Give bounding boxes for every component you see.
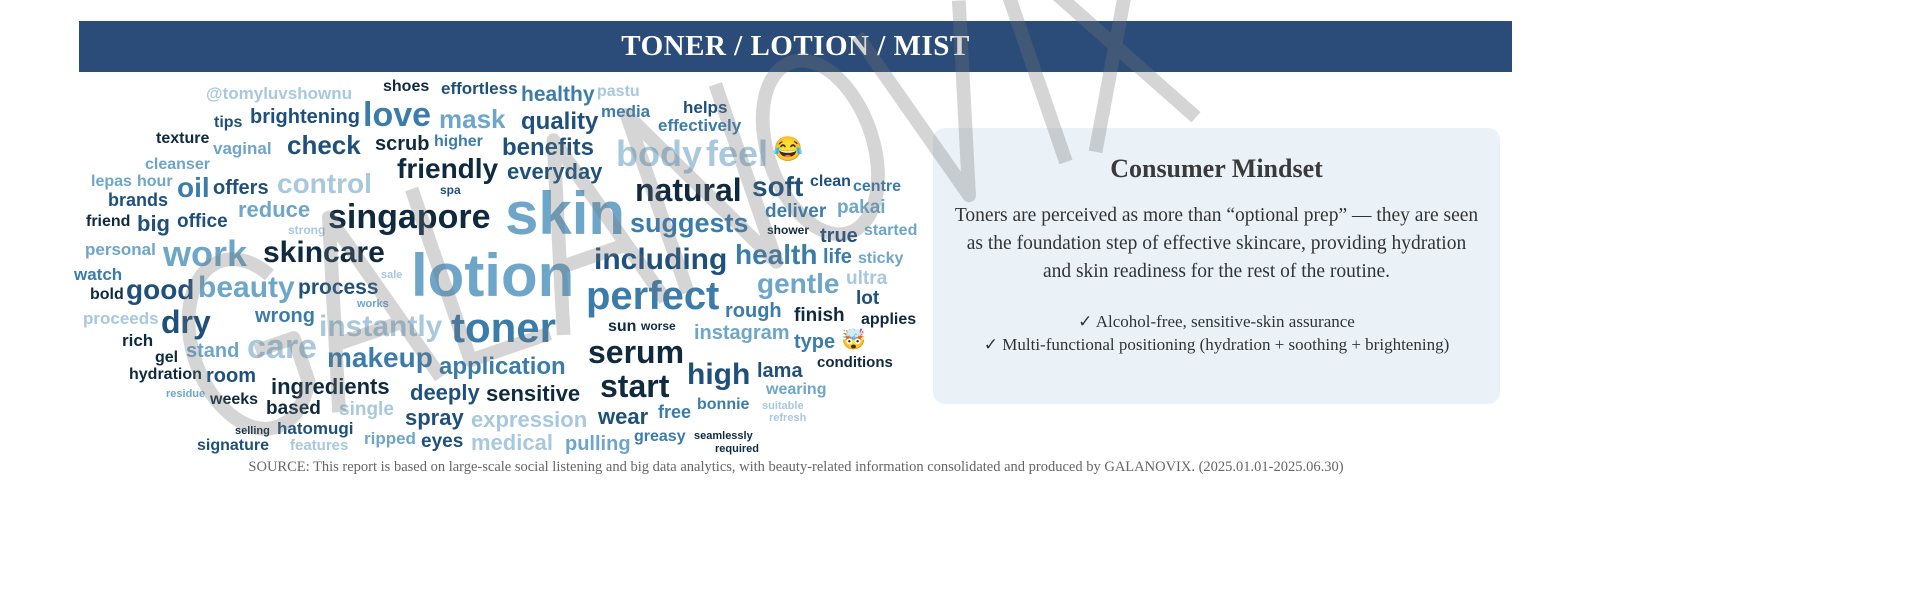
cloud-word: life [823,246,852,268]
cloud-word: vaginal [213,139,272,158]
cloud-word: body [616,133,702,174]
cloud-word: healthy [521,83,595,106]
cloud-word: reduce [238,197,311,222]
cloud-word: brightening [250,106,360,128]
cloud-word: selling [235,425,270,437]
cloud-word: quality [521,108,599,135]
cloud-word: spa [440,183,461,197]
cloud-word: oil [177,172,210,203]
cloud-word: type [794,331,836,353]
cloud-word: gel [155,349,179,366]
cloud-word: seamlessly [694,430,753,442]
cloud-word: love [363,96,432,134]
cloud-word: worse [641,319,676,333]
cloud-word: bold [90,286,124,303]
cloud-word: refresh [769,412,807,424]
cloud-emoji: 😂 [773,136,803,163]
cloud-word: natural [635,172,742,208]
cloud-emoji: 🤯 [841,329,866,351]
cloud-word: office [177,211,228,232]
cloud-word: free [658,402,692,422]
cloud-word: scrub [375,133,430,155]
cloud-word: brands [108,190,169,210]
cloud-word: centre [853,178,902,195]
cloud-word: effectively [658,116,742,135]
cloud-word: helps [683,98,728,117]
cloud-word: personal [85,240,156,259]
cloud-word: lama [757,360,803,382]
cloud-word: lot [856,288,880,309]
cloud-word: spray [405,405,464,430]
cloud-word: applies [861,311,917,328]
cloud-word: sale [381,269,403,281]
cloud-word: clean [810,173,851,190]
cloud-word: bonnie [697,396,750,413]
cloud-word: application [439,353,566,380]
cloud-word: singapore [328,198,491,236]
cloud-word: expression [471,407,588,432]
cloud-word: offers [213,177,269,199]
cloud-word: makeup [327,342,433,373]
cloud-word: wearing [766,381,827,398]
cloud-word: sun [608,318,637,335]
cloud-word: control [277,168,372,199]
cloud-word: started [864,222,918,239]
cloud-word: serum [588,334,685,370]
cloud-word: wear [598,404,649,429]
cloud-word: hydration [129,366,202,383]
cloud-word: beauty [198,271,295,304]
cloud-word: big [137,211,170,236]
cloud-word: friendly [397,153,499,184]
cloud-word: suitable [762,400,804,412]
cloud-word: shower [767,223,810,237]
cloud-word: sensitive [486,381,581,406]
cloud-word: including [594,243,728,276]
cloud-word: weeks [210,391,259,408]
cloud-word: toner [451,304,556,351]
cloud-word: effortless [441,79,518,98]
cloud-word: rich [122,331,154,350]
cloud-word: check [287,130,361,160]
cloud-word: based [266,398,321,419]
cloud-word: hatomugi [277,419,354,438]
cloud-word: feel [706,133,769,174]
cloud-word: signature [197,437,270,454]
cloud-word: pakai [837,197,886,218]
cloud-word: @tomyluvshownu [206,84,352,103]
cloud-word: medical [471,430,553,455]
cloud-word: perfect [586,274,720,318]
cloud-word: cleanser [145,156,210,173]
cloud-word: pastu [597,83,640,100]
check-item: ✓ Multi-functional positioning (hydration + soothing + brightening) [983,335,1450,354]
cloud-word: texture [156,130,210,147]
check-item: ✓ Alcohol-free, sensitive-skin assurance [1078,312,1355,331]
cloud-word: proceeds [83,309,159,328]
consumer-mindset-panel [933,128,1500,404]
cloud-word: ripped [364,429,416,448]
cloud-word: care [247,328,317,366]
cloud-word: features [290,437,349,454]
cloud-word: works [357,298,389,310]
cloud-word: skincare [263,236,385,269]
cloud-word: eyes [421,431,464,452]
cloud-word: sticky [858,250,904,267]
cloud-word: ingredients [271,374,390,399]
cloud-word: pulling [565,433,631,455]
cloud-word: conditions [817,354,893,371]
cloud-word: start [600,368,670,404]
cloud-word: deeply [410,380,480,405]
cloud-word: required [715,443,760,455]
cloud-word: ultra [846,268,888,289]
cloud-word: high [687,358,751,391]
panel-body: Toners are perceived as more than “optional prep” — they are seen as the foundation step of effective skincare, providing hydration and skin readiness for the rest of the routine. [954,205,1479,282]
cloud-word: instagram [694,322,790,344]
cloud-word: deliver [765,201,827,222]
cloud-word: soft [752,171,804,202]
cloud-word: greasy [634,428,686,445]
cloud-word: gentle [757,268,840,299]
cloud-word: process [298,276,379,299]
cloud-word: wrong [255,305,315,327]
cloud-word: tips [214,114,243,131]
cloud-word: health [735,239,818,270]
cloud-word: mask [439,104,506,134]
cloud-word: shoes [383,78,430,95]
cloud-word: rough [725,300,782,322]
cloud-word: benefits [502,134,595,161]
cloud-word: hour [137,173,173,190]
cloud-word: true [820,225,858,247]
cloud-word: everyday [507,159,603,184]
checklist [933,310,1500,356]
cloud-word: skin [505,180,626,247]
cloud-word: stand [186,340,240,362]
cloud-word: lotion [411,242,575,309]
source-note: SOURCE: This report is based on large-scale social listening and big data analytics, with beauty-related information consolidated and produced by GALANOVIX. (2025.01.01-2025.06.30) [248,459,1344,475]
panel-title: Consumer Mindset [1110,154,1323,183]
cloud-word: suggests [630,208,749,238]
cloud-word: residue [166,388,206,400]
cloud-word: dry [161,304,211,340]
cloud-word: good [126,274,195,305]
cloud-word: work [163,233,248,274]
cloud-word: lepas [91,173,132,190]
cloud-word: single [339,399,394,420]
page-title: TONER / LOTION / MIST [621,30,970,62]
cloud-word: strong [288,223,326,237]
cloud-word: instantly [319,310,443,343]
cloud-word: media [601,102,651,121]
cloud-word: finish [794,305,845,326]
cloud-word: room [206,365,256,387]
cloud-word: friend [86,213,131,230]
cloud-word: watch [74,265,123,284]
cloud-word: higher [434,133,483,150]
word-cloud [0,0,930,460]
